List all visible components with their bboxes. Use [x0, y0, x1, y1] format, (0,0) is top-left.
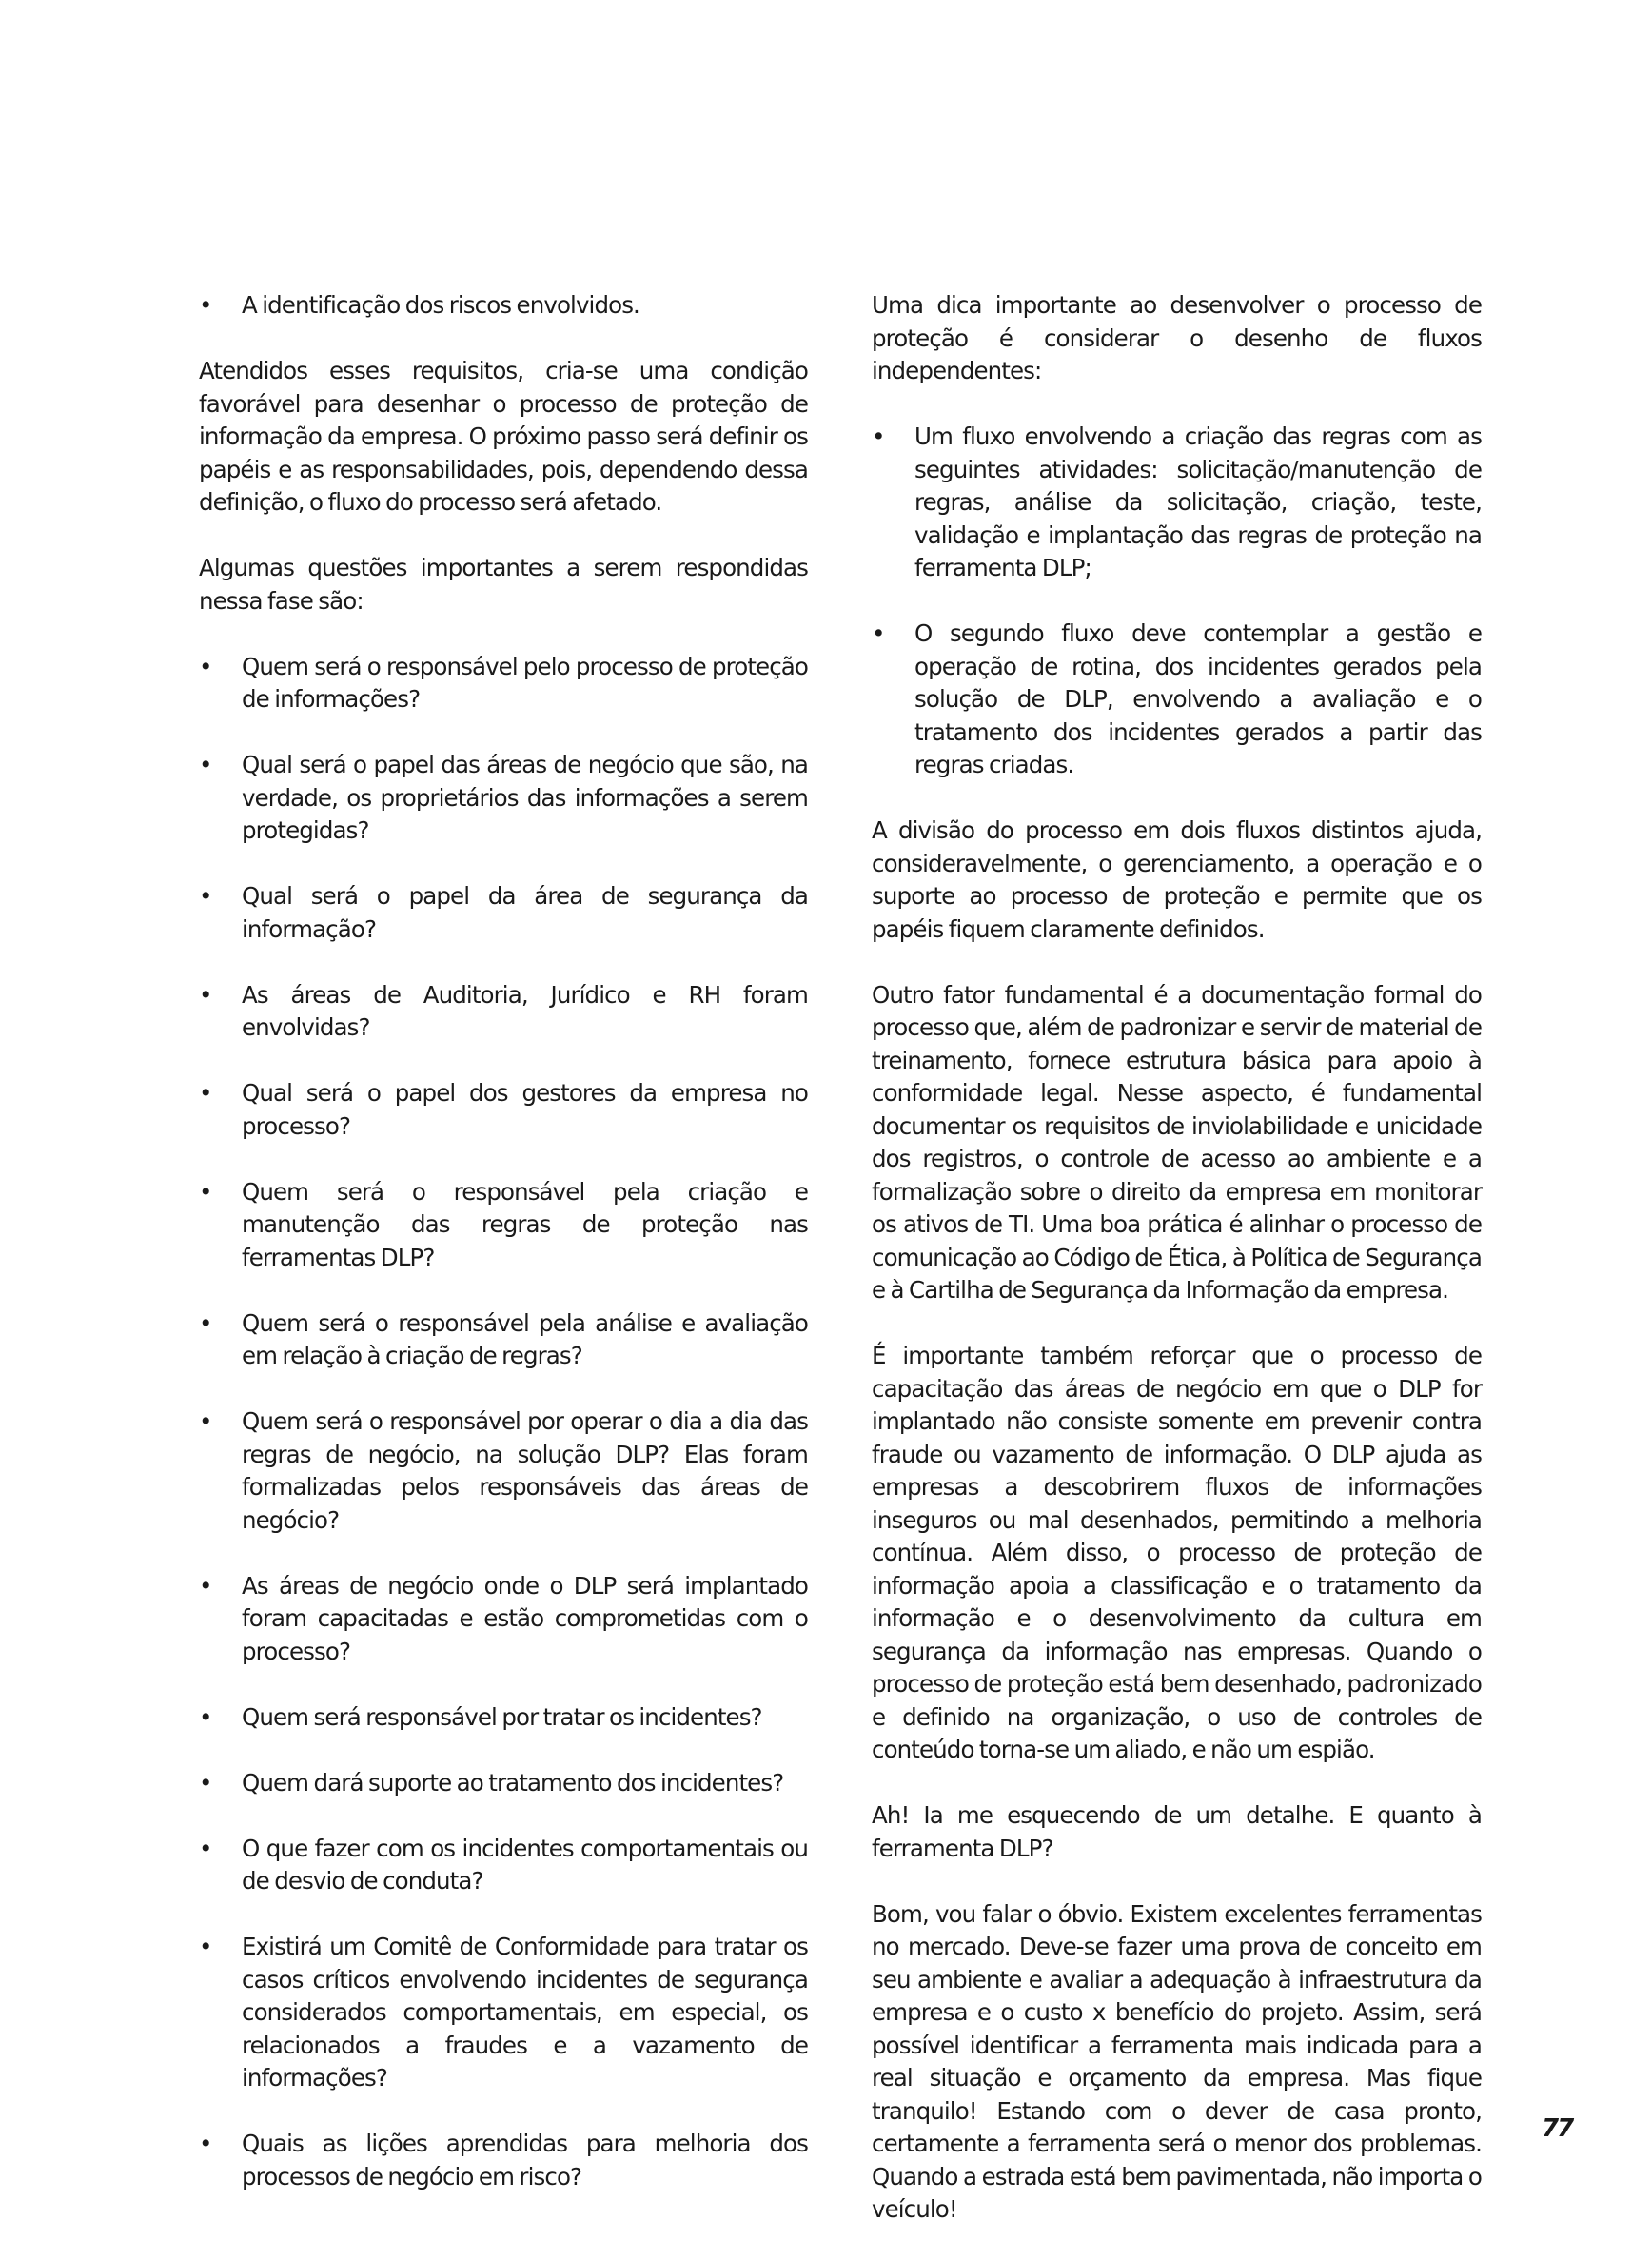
- list-item: [199, 1767, 808, 1800]
- list-item-text: Quais as lições aprendidas para melhoria dos processos de negócio em risco?: [242, 2130, 808, 2190]
- bullet-icon: •: [199, 1834, 212, 1862]
- list-item: [199, 1077, 808, 1143]
- list-item-text: As áreas de Auditoria, Jurídico e RH foram envolvidas?: [242, 980, 808, 1041]
- list-item-text: A identificação dos riscos envolvidos.: [242, 291, 639, 319]
- list-item-text: As áreas de negócio onde o DLP será implantado foram capacitadas e estão comprometidas com o processo?: [242, 1571, 808, 1665]
- left-column: [199, 289, 808, 2227]
- list-item-text: Quem dará suporte ao tratamento dos incidentes?: [242, 1768, 784, 1797]
- bullet-icon: •: [199, 652, 212, 680]
- list-item-text: Quem será o responsável pela criação e manutenção das regras de proteção nas ferramentas DLP?: [242, 1177, 808, 1271]
- list-item: [872, 421, 1482, 585]
- list-item-text: Qual será o papel das áreas de negócio que são, na verdade, os proprietários das informações a serem protegidas?: [242, 751, 808, 844]
- list-item-text: O segundo fluxo deve contemplar a gestão e operação de rotina, dos incidentes gerados pela solução de DLP, envolvendo a avaliação e o tratamento dos incidentes gerados a partir das regras criadas.: [914, 619, 1482, 778]
- list-item: [199, 1931, 808, 2095]
- paragraph: Outro fator fundamental é a documentação formal do processo que, além de padronizar e servir de material de treinamento, fornece estrutura básica para apoio à conformidade legal. Nesse aspecto, é fundamental documentar os requisitos de inviolabilidade e unicidade dos registros, o controle de acesso ao ambiente e a formalização sobre o direito da empresa em monitorar os ativos de TI. Uma boa prática é alinhar o processo de comunicação ao Código de Ética, à Política de Segurança e à Cartilha de Segurança da Informação da empresa.: [872, 980, 1482, 1304]
- list-item-text: Quem será o responsável pelo processo de proteção de informações?: [242, 652, 808, 713]
- bullet-icon: •: [199, 751, 212, 778]
- bullet-icon: •: [199, 1177, 212, 1206]
- bullet-icon: •: [199, 1768, 212, 1797]
- bullet-icon: •: [199, 1407, 212, 1435]
- list-item: [199, 289, 808, 323]
- paragraph: A divisão do processo em dois fluxos distintos ajuda, consideravelmente, o gerenciamento, a operação e o suporte ao processo de proteção e permite que os papéis fiquem claramente definidos.: [872, 816, 1482, 943]
- list-item-text: Qual será o papel da área de segurança da informação?: [242, 882, 808, 943]
- list-item-text: Quem será o responsável pela análise e avaliação em relação à criação de regras?: [242, 1308, 808, 1369]
- page-number: 77: [1542, 2114, 1573, 2143]
- list-item-text: Qual será o papel dos gestores da empresa no processo?: [242, 1079, 808, 1140]
- paragraph: É importante também reforçar que o processo de capacitação das áreas de negócio em que o DLP for implantado não consiste somente em prevenir contra fraude ou vazamento de informação. O DLP ajuda as empresas a descobrirem fluxos de informações inseguros ou mal desenhados, permitindo a melhoria contínua. Além disso, o processo de proteção de informação apoia a classificação e o tratamento da informação e o desenvolvimento da cultura em segurança da informação nas empresas. Quando o processo de proteção está bem desenhado, padronizado e definido na organização, o uso de controles de conteúdo torna-se um aliado, e não um espião.: [872, 1342, 1482, 1763]
- list-item: [199, 1701, 808, 1735]
- paragraph: Uma dica importante ao desenvolver o processo de proteção é considerar o desenho de fluxos independentes:: [872, 291, 1482, 384]
- list-item: [199, 651, 808, 717]
- risk-list: [199, 289, 808, 323]
- list-item: [199, 1307, 808, 1373]
- list-item-text: O que fazer com os incidentes comportamentais ou de desvio de conduta?: [242, 1834, 808, 1895]
- bullet-icon: •: [872, 422, 885, 450]
- list-item: [872, 618, 1482, 782]
- list-item: [199, 2128, 808, 2193]
- right-column: [872, 289, 1482, 2259]
- paragraph: Ah! Ia me esquecendo de um detalhe. E quanto à ferramenta DLP?: [872, 1801, 1482, 1862]
- bullet-icon: •: [199, 291, 212, 319]
- bullet-icon: •: [872, 619, 885, 647]
- bullet-icon: •: [199, 1079, 212, 1107]
- bullet-icon: •: [199, 1571, 212, 1600]
- paragraph: Algumas questões importantes a serem respondidas nessa fase são:: [199, 554, 808, 615]
- list-item: [199, 1570, 808, 1669]
- paragraph: Atendidos esses requisitos, cria-se uma condição favorável para desenhar o processo de proteção de informação da empresa. O próximo passo será definir os papéis e as responsabilidades, pois, dependendo dessa definição, o fluxo do processo será afetado.: [199, 357, 808, 516]
- questions-list: [199, 651, 808, 2194]
- bullet-icon: •: [199, 882, 212, 910]
- bullet-icon: •: [199, 1702, 212, 1731]
- list-item: [199, 979, 808, 1045]
- paragraph: Bom, vou falar o óbvio. Existem excelentes ferramentas no mercado. Deve-se fazer uma prova de conceito em seu ambiente e avaliar a adequação à infraestrutura da empresa e o custo x benefício do projeto. Assim, será possível identificar a ferramenta mais indicada para a real situação e orçamento da empresa. Mas fique tranquilo! Estando com o dever de casa pronto, certamente a ferramenta será o menor dos problemas. Quando a estrada está bem pavimentada, não importa o veículo!: [872, 1899, 1482, 2223]
- list-item-text: Quem será o responsável por operar o dia a dia das regras de negócio, na solução DLP? Elas foram formalizadas pelos responsáveis das áreas de negócio?: [242, 1407, 808, 1534]
- bullet-icon: •: [199, 980, 212, 1009]
- list-item-text: Um fluxo envolvendo a criação das regras com as seguintes atividades: solicitação/manutenção de regras, análise da solicitação, criação, teste, validação e implantação das regras de proteção na ferramenta DLP;: [914, 422, 1482, 581]
- bullet-icon: •: [199, 2130, 212, 2157]
- list-item: [199, 1833, 808, 1898]
- list-item-text: Quem será responsável por tratar os incidentes?: [242, 1702, 762, 1731]
- list-item-text: Existirá um Comitê de Conformidade para tratar os casos críticos envolvendo incidentes de segurança considerados comportamentais, em especial, os relacionados a fraudes e a vazamento de informações?: [242, 1933, 808, 2092]
- bullet-icon: •: [199, 1933, 212, 1960]
- list-item: [199, 1176, 808, 1275]
- bullet-icon: •: [199, 1308, 212, 1337]
- list-item: [199, 880, 808, 946]
- list-item: [199, 749, 808, 848]
- flows-list: [872, 421, 1482, 782]
- list-item: [199, 1405, 808, 1537]
